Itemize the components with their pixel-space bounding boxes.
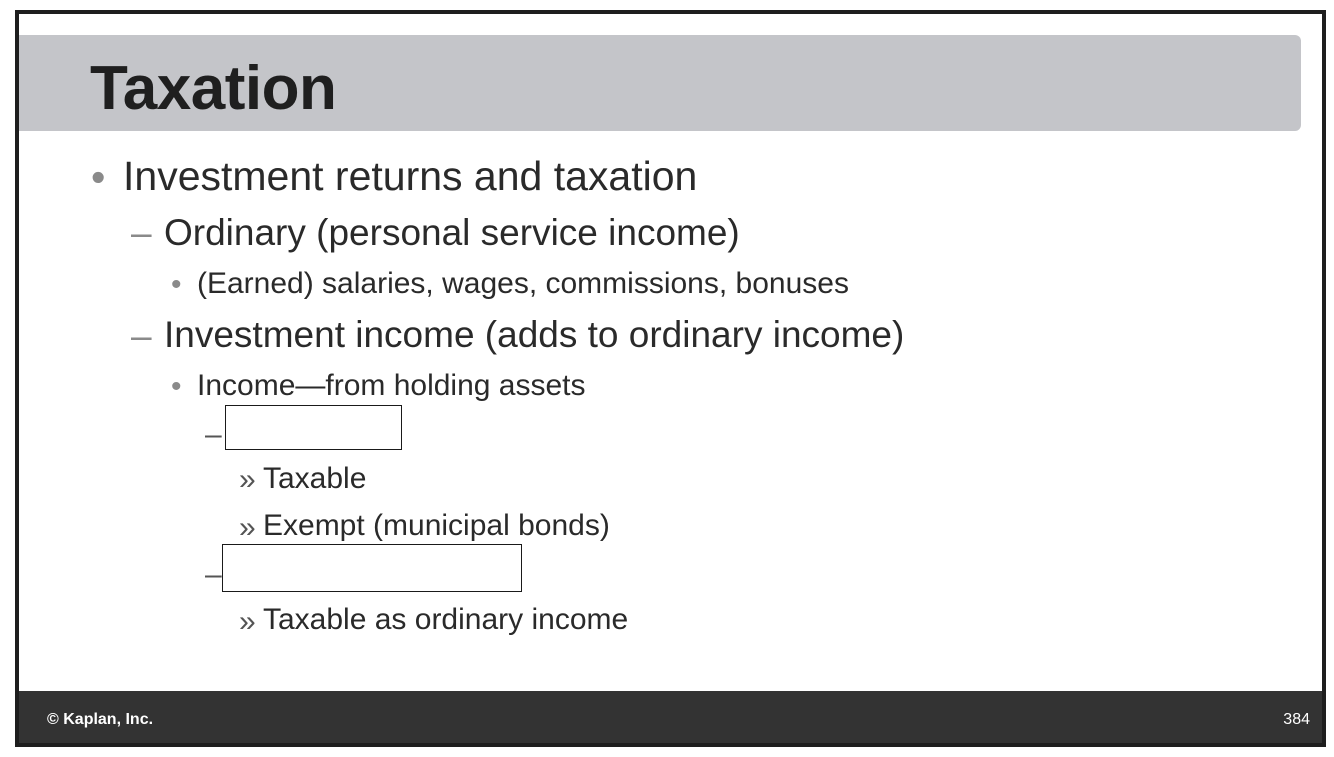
copyright-text: © Kaplan, Inc. bbox=[47, 711, 154, 728]
dash-marker: – bbox=[205, 418, 222, 451]
slide bbox=[15, 10, 1326, 747]
footer-bar bbox=[19, 691, 1322, 743]
bullet-text: Ordinary (personal service income) bbox=[164, 212, 740, 253]
bullet-text: Taxable bbox=[263, 462, 367, 495]
dash-marker: – bbox=[131, 315, 152, 356]
chevron-marker: » bbox=[239, 511, 256, 544]
bullet-marker: • bbox=[171, 370, 182, 403]
bullet-text: Income—from holding assets bbox=[197, 369, 586, 402]
bullet-text: Investment returns and taxation bbox=[123, 153, 698, 199]
bullet-marker: • bbox=[91, 154, 106, 200]
blank-answer-box bbox=[222, 544, 522, 592]
bullet-text: (Earned) salaries, wages, commissions, bonuses bbox=[197, 267, 849, 300]
slide-title: Taxation bbox=[90, 54, 337, 123]
bullet-text: Investment income (adds to ordinary income) bbox=[164, 314, 905, 355]
bullet-marker: • bbox=[171, 268, 182, 301]
blank-answer-box bbox=[225, 405, 402, 450]
bullet-text: Exempt (municipal bonds) bbox=[263, 509, 610, 542]
bullet-text: Taxable as ordinary income bbox=[263, 603, 629, 636]
chevron-marker: » bbox=[239, 463, 256, 496]
dash-marker: – bbox=[205, 558, 222, 591]
chevron-marker: » bbox=[239, 605, 256, 638]
dash-marker: – bbox=[131, 212, 152, 253]
page-number: 384 bbox=[1283, 711, 1310, 728]
